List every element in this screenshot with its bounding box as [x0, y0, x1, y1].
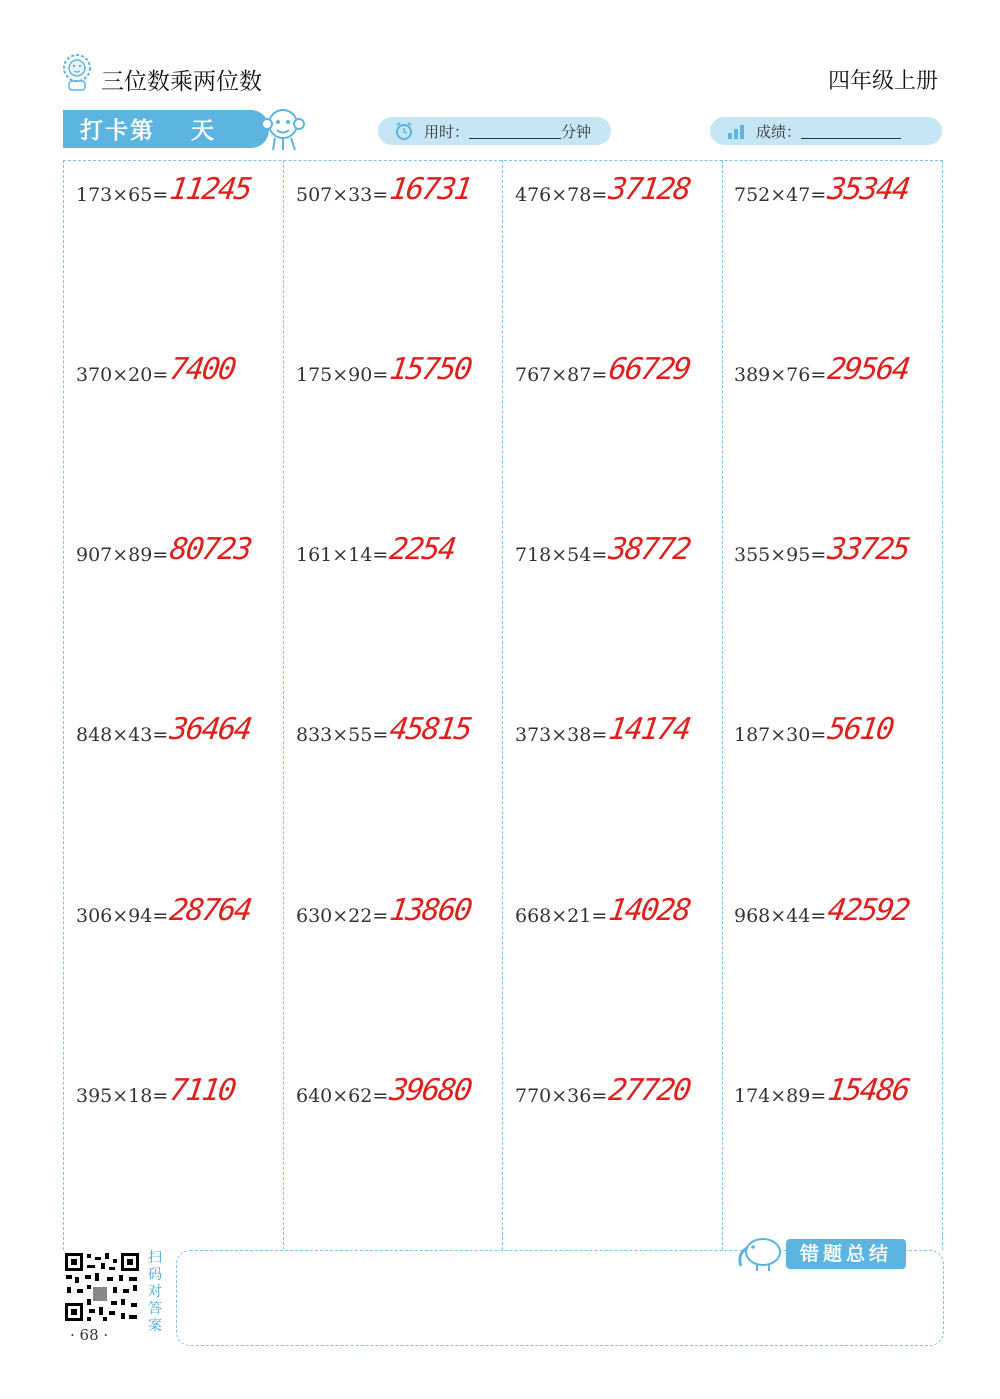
handwritten-answer: 37128: [606, 172, 692, 207]
handwritten-answer: 15486: [825, 1073, 911, 1108]
handwritten-answer: 45815: [387, 712, 473, 747]
problem-cell: [76, 1073, 286, 1113]
handwritten-answer: 7400: [167, 352, 237, 387]
handwritten-answer: 33725: [825, 532, 911, 567]
problem-cell: [296, 1073, 506, 1113]
page-number: · 68 ·: [70, 1326, 109, 1344]
problem-cell: [515, 1073, 725, 1113]
handwritten-answer: 35344: [825, 172, 911, 207]
problem-cell: [296, 352, 506, 392]
score-label: 成绩：: [756, 122, 802, 141]
score-chart-icon: [726, 121, 746, 141]
handwritten-answer: 42592: [825, 893, 911, 928]
problem-question: 161×14=: [296, 544, 389, 566]
handwritten-answer: 2254: [387, 532, 457, 567]
problem-question: 395×18=: [76, 1085, 169, 1107]
handwritten-answer: 13860: [387, 893, 473, 928]
problem-cell: [734, 893, 944, 933]
monkey-icon: [255, 104, 311, 154]
problem-cell: [515, 893, 725, 933]
problem-question: 173×65=: [76, 184, 169, 206]
mistake-summary-label: 错题总结: [786, 1239, 906, 1269]
problem-question: 640×62=: [296, 1085, 389, 1107]
checkin-text: [80, 112, 216, 145]
alarm-clock-icon: [394, 121, 414, 141]
problem-question: 848×43=: [76, 724, 169, 746]
handwritten-answer: 16731: [387, 172, 473, 207]
handwritten-answer: 5610: [825, 712, 895, 747]
problem-question: 306×94=: [76, 905, 169, 927]
problem-cell: [515, 352, 725, 392]
handwritten-answer: 80723: [167, 532, 253, 567]
time-label: 用时：: [424, 122, 470, 141]
handwritten-answer: 11245: [167, 172, 253, 207]
time-field: [378, 117, 611, 145]
handwritten-answer: 7110: [167, 1073, 237, 1108]
problem-question: 770×36=: [515, 1085, 608, 1107]
grid-top-border: [63, 160, 943, 161]
problem-cell: [734, 172, 944, 212]
problem-question: 507×33=: [296, 184, 389, 206]
scan-for-answers-label: 扫码对答案: [148, 1250, 162, 1334]
problem-cell: [734, 712, 944, 752]
problem-cell: [515, 712, 725, 752]
problem-question: 630×22=: [296, 905, 389, 927]
qr-code[interactable]: [63, 1251, 141, 1323]
handwritten-answer: 39680: [387, 1073, 473, 1108]
problem-question: 752×47=: [734, 184, 827, 206]
problem-cell: [734, 1073, 944, 1113]
problem-question: 174×89=: [734, 1085, 827, 1107]
problem-cell: [76, 352, 286, 392]
problem-cell: [296, 532, 506, 572]
problem-cell: [296, 893, 506, 933]
problem-cell: [734, 352, 944, 392]
problem-cell: [76, 893, 286, 933]
grid-divider: [63, 160, 64, 1250]
problem-cell: [296, 172, 506, 212]
checkin-text-b: 天: [191, 118, 216, 144]
handwritten-answer: 29564: [825, 352, 911, 387]
problem-cell: [734, 532, 944, 572]
problem-cell: [515, 532, 725, 572]
problem-question: 373×38=: [515, 724, 608, 746]
problem-question: 668×21=: [515, 905, 608, 927]
problem-question: 476×78=: [515, 184, 608, 206]
handwritten-answer: 38772: [606, 532, 692, 567]
problem-question: 187×30=: [734, 724, 827, 746]
problem-cell: [76, 172, 286, 212]
grade-label: 四年级上册: [827, 69, 938, 94]
handwritten-answer: 27720: [606, 1073, 692, 1108]
handwritten-answer: 66729: [606, 352, 692, 387]
problem-question: 833×55=: [296, 724, 389, 746]
problem-question: 370×20=: [76, 364, 169, 386]
time-blank[interactable]: [469, 124, 561, 139]
problem-question: 907×89=: [76, 544, 169, 566]
lion-logo-icon: [60, 52, 94, 92]
handwritten-answer: 14174: [606, 712, 692, 747]
handwritten-answer: 36464: [167, 712, 253, 747]
problem-cell: [76, 712, 286, 752]
problem-question: 355×95=: [734, 544, 827, 566]
problem-cell: [515, 172, 725, 212]
problem-cell: [76, 532, 286, 572]
handwritten-answer: 15750: [387, 352, 473, 387]
problem-question: 718×54=: [515, 544, 608, 566]
score-blank[interactable]: [801, 124, 901, 139]
problem-question: 175×90=: [296, 364, 389, 386]
page-title: 三位数乘两位数: [101, 69, 262, 95]
problem-cell: [296, 712, 506, 752]
time-unit: 分钟: [561, 122, 592, 141]
problem-question: 767×87=: [515, 364, 608, 386]
handwritten-answer: 28764: [167, 893, 253, 928]
problem-question: 389×76=: [734, 364, 827, 386]
problem-question: 968×44=: [734, 905, 827, 927]
handwritten-answer: 14028: [606, 893, 692, 928]
score-field: [710, 117, 942, 145]
checkin-text-a: 打卡第: [80, 118, 155, 144]
elephant-icon: [733, 1232, 785, 1272]
